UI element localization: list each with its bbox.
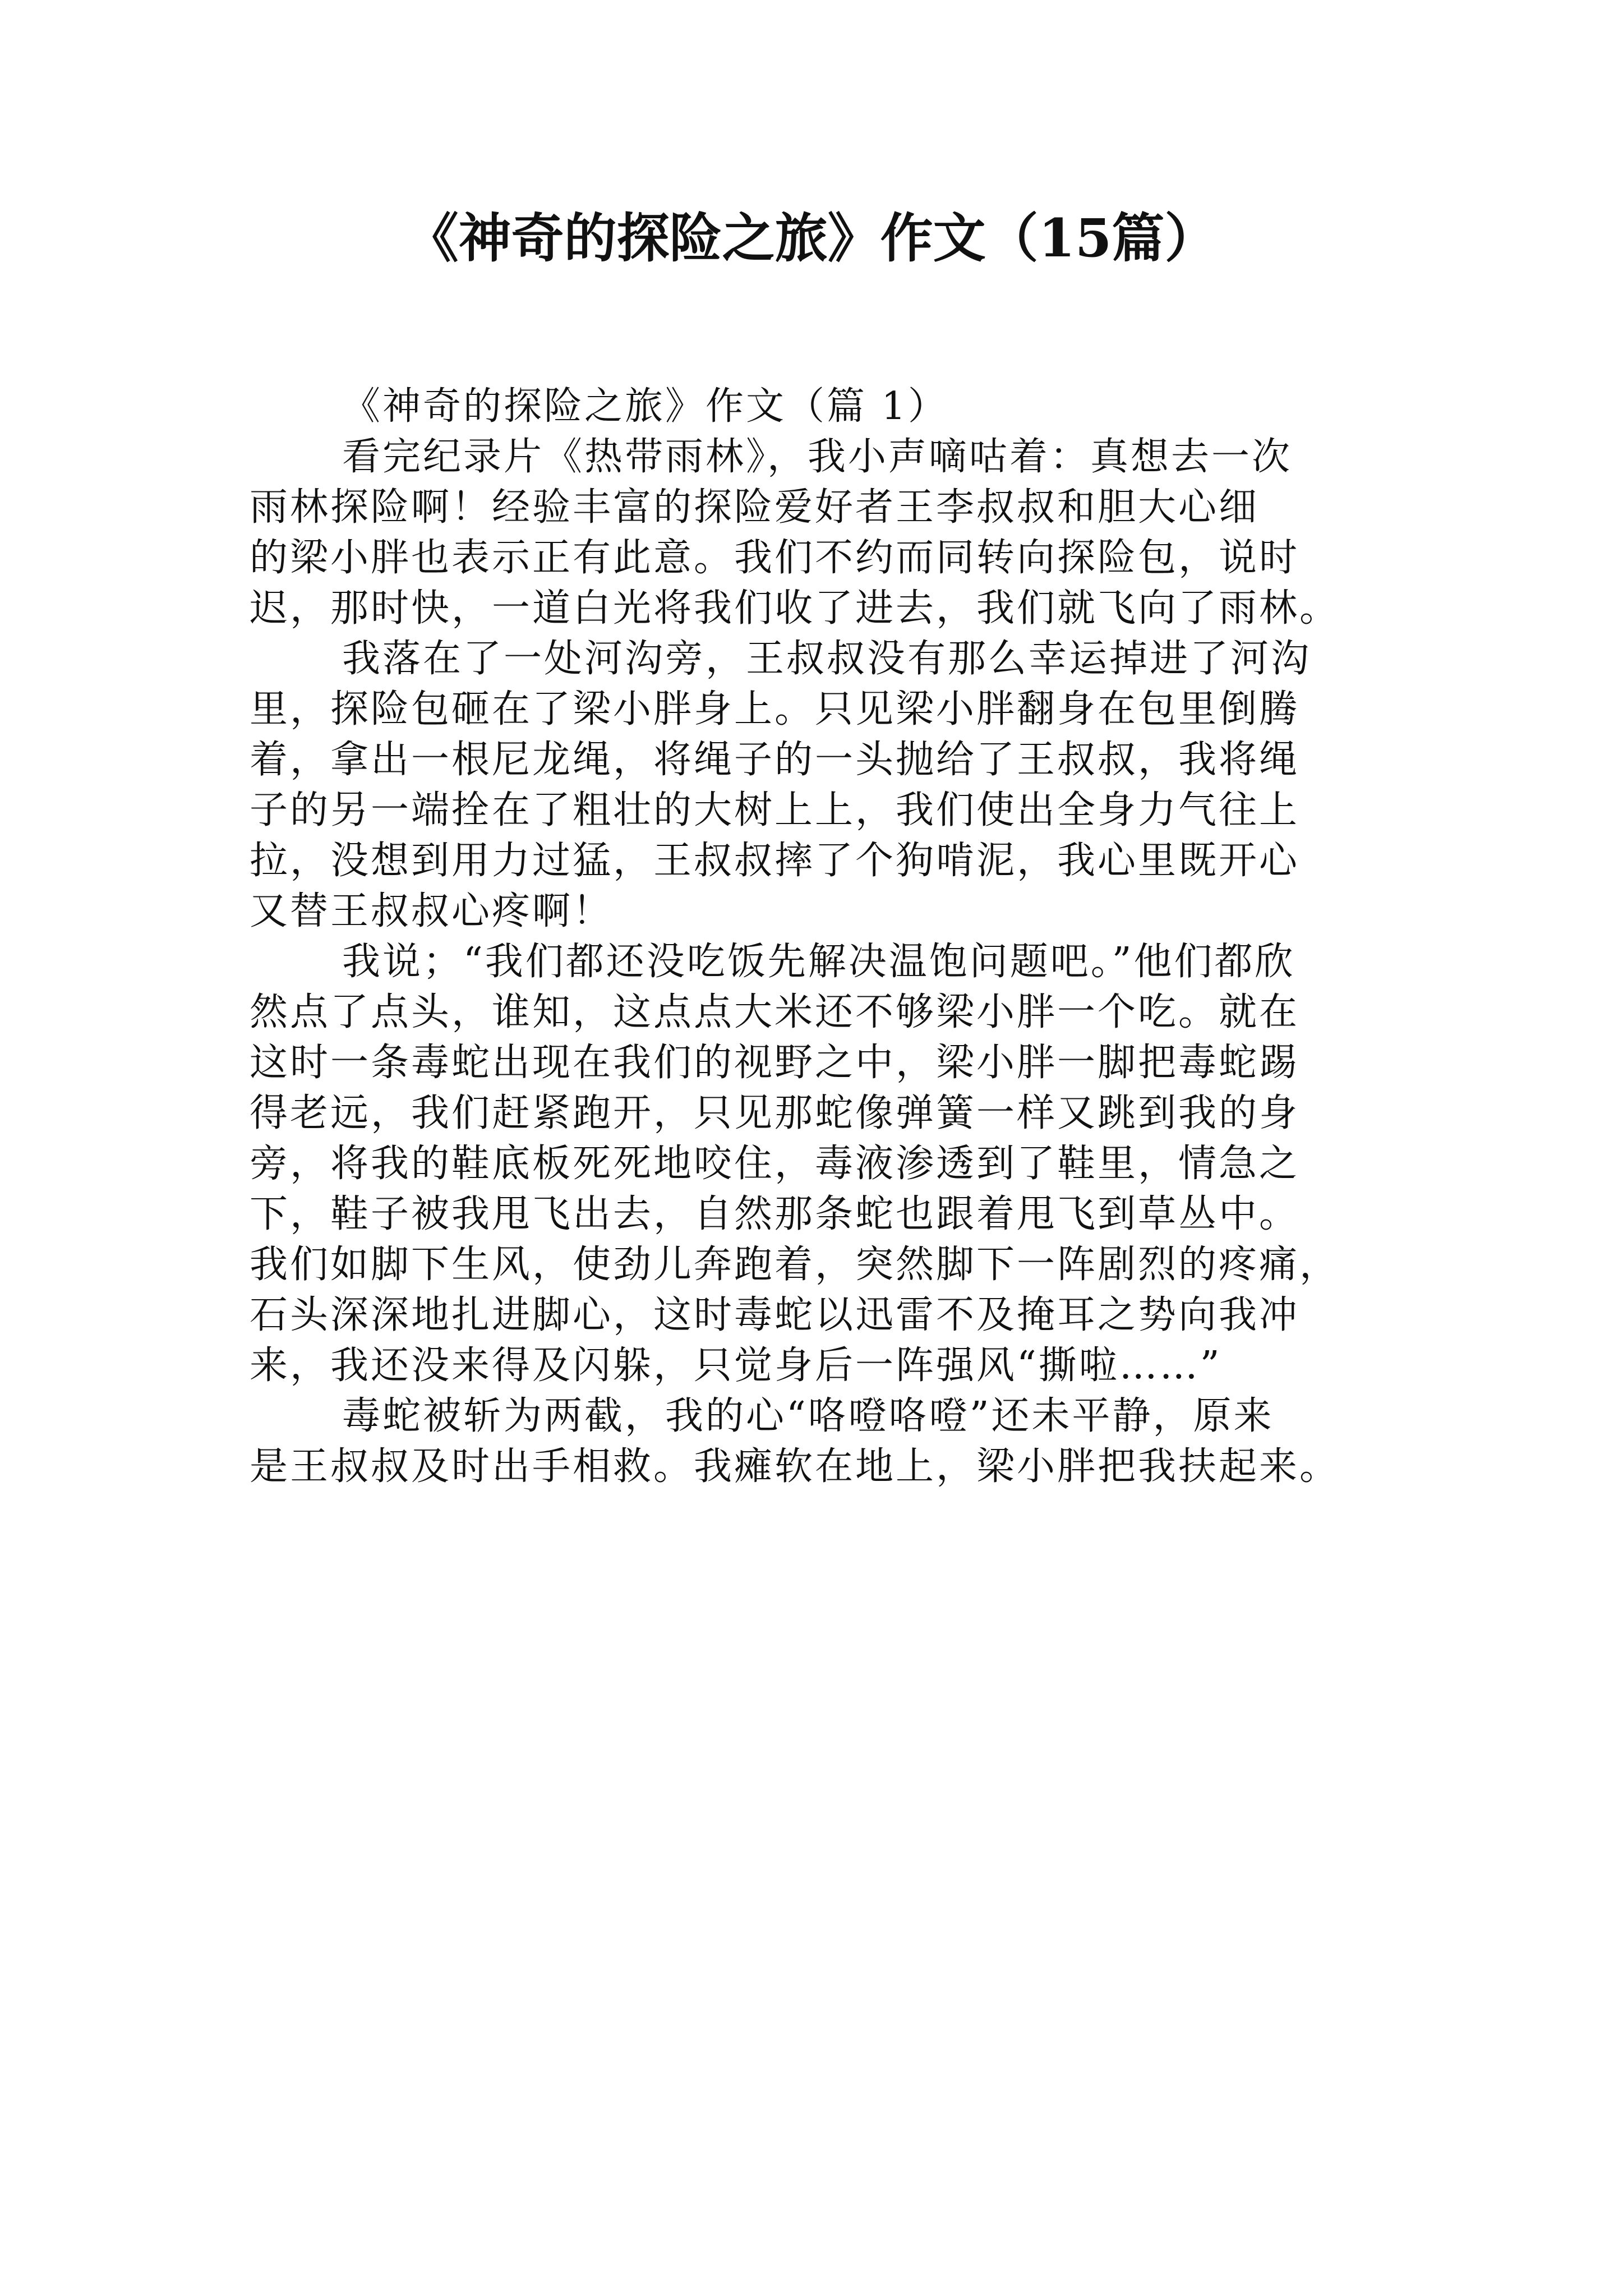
paragraph-line: 我们如脚下生风，使劲儿奔跑着，突然脚下一阵剧烈的疼痛， xyxy=(250,1243,1340,1287)
paragraph-3 xyxy=(250,937,1385,1391)
paragraph-line: 然点了点头，谁知，这点点大米还不够梁小胖一个吃。就在 xyxy=(250,990,1300,1034)
paragraph-line: 石头深深地扎进脚心，这时毒蛇以迅雷不及掩耳之势向我冲 xyxy=(250,1293,1300,1337)
paragraph-2 xyxy=(250,634,1385,937)
paragraph-line: 拉，没想到用力过猛，王叔叔摔了个狗啃泥，我心里既开心 xyxy=(250,839,1300,883)
paragraph-line: 着，拿出一根尼龙绳，将绳子的一头抛给了王叔叔，我将绳 xyxy=(250,738,1300,782)
paragraph-line: 这时一条毒蛇出现在我们的视野之中，梁小胖一脚把毒蛇踢 xyxy=(250,1041,1300,1085)
paragraph-line: 旁，将我的鞋底板死死地咬住，毒液渗透到了鞋里，情急之 xyxy=(250,1142,1300,1186)
document-title: 《神奇的探险之旅》作文（15篇） xyxy=(405,208,1218,269)
document-body xyxy=(250,381,1385,1492)
section-title: 《神奇的探险之旅》作文（篇 1） xyxy=(342,384,948,429)
paragraph-line: 来，我还没来得及闪躲，只觉身后一阵强风“撕啦……” xyxy=(250,1343,1222,1388)
paragraph-line: 得老远，我们赶紧跑开，只见那蛇像弹簧一样又跳到我的身 xyxy=(250,1091,1300,1135)
paragraph-line: 是王叔叔及时出手相救。我瘫软在地上，梁小胖把我扶起来。 xyxy=(250,1444,1340,1489)
paragraph-1 xyxy=(250,432,1385,634)
paragraph-line: 的梁小胖也表示正有此意。我们不约而同转向探险包，说时 xyxy=(250,536,1300,580)
paragraph-line: 子的另一端拴在了粗壮的大树上上，我们使出全身力气往上 xyxy=(250,788,1300,832)
paragraph-line: 又替王叔叔心疼啊！ xyxy=(250,889,614,933)
paragraph-line: 我落在了一处河沟旁，王叔叔没有那么幸运掉进了河沟 xyxy=(342,637,1312,681)
paragraph-line: 毒蛇被斩为两截，我的心“咯噔咯噔”还未平静，原来 xyxy=(342,1394,1274,1438)
paragraph-line: 里，探险包砸在了梁小胖身上。只见梁小胖翻身在包里倒腾 xyxy=(250,687,1300,731)
paragraph-4 xyxy=(250,1391,1385,1492)
paragraph-line: 看完纪录片《热带雨林》，我小声嘀咕着：真想去一次 xyxy=(342,435,1293,479)
paragraph-line: 下，鞋子被我甩飞出去，自然那条蛇也跟着甩飞到草丛中。 xyxy=(250,1192,1300,1236)
paragraph-line: 雨林探险啊！经验丰富的探险爱好者王李叔叔和胆大心细 xyxy=(250,485,1260,530)
paragraph-line: 我说；“我们都还没吃饭先解决温饱问题吧。”他们都欣 xyxy=(342,940,1295,984)
paragraph-line: 迟，那时快，一道白光将我们收了进去，我们就飞向了雨林。 xyxy=(250,586,1340,631)
